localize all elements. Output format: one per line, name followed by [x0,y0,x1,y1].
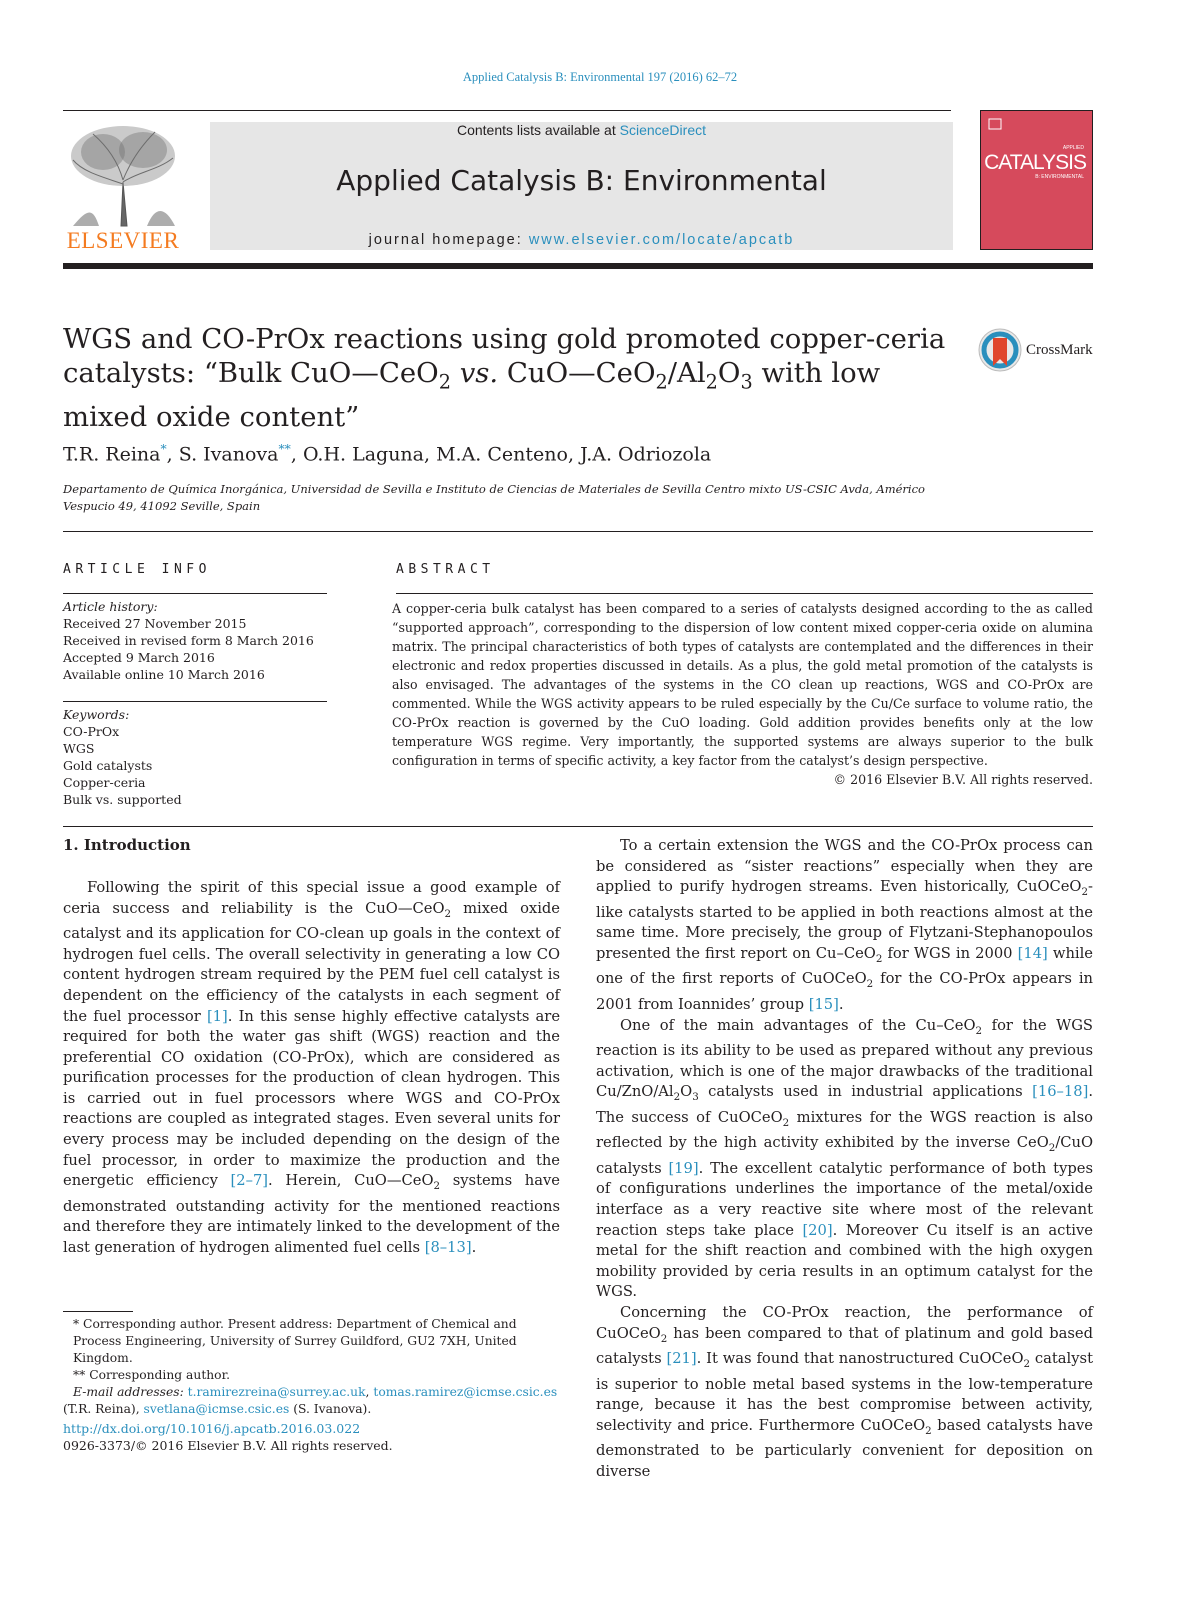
homepage-prefix: journal homepage: [368,232,529,248]
homepage-link[interactable]: www.elsevier.com/locate/apcatb [528,232,795,248]
body-column-left [63,878,560,1259]
section-rule [63,531,1093,532]
paragraph: One of the main advantages of the Cu–CeO$_2$ for the WGS reaction is its ability to be used as prepared without any previous activation, which is one of the major drawbacks of the traditional $Cu/ZnO/Al_2O_3$ catalysts used in industrial applications [16–18]. The success of CuOCeO$_2$ mixtures for the WGS reaction is also reflected by the high activity exhibited by the inverse CeO$_2$/CuO catalysts [19]. The excellent catalytic performance of both types of configurations underlines the importance of the metal/oxide interface as a very reactive site where most of the relevant reaction steps take place [20]. Moreover Cu itself is an active metal for the shift reaction and combined with the high oxygen mobility provided by ceria results in an optimum catalyst for the WGS. [596,1016,1093,1301]
keywords-label: Keywords: [63,707,130,722]
abstract-text: A copper-ceria bulk catalyst has been compared to a series of catalysts designed according to the as called “supported approach”, corresponding to the dispersion of low content mixed copper-ceria oxide on alumina matrix. The principal characteristics of both types of catalysts are contemplated and the differences in their electronic and redox properties discussed in details. As a plus, the gold metal promotion of the catalysts is also envisaged. The advantages of the systems in the CO clean up reactions, WGS and CO-PrOx are commented. While the WGS activity appears to be ruled especially by the Cu/Ce surface to volume ratio, the CO-PrOx reaction is governed by the CuO loading. Gold addition provides benefits only at the low temperature WGS regime. Very importantly, the supported systems are always superior to the bulk configuration in terms of specific activity, a key factor from the catalyst’s design perspective. [392,601,1093,768]
affiliation: Departamento de Química Inorgánica, Universidad de Sevilla e Instituto de Ciencias de Materiales de Sevilla Centro mixto US-CSIC Avda, Américo Vespucio 49, 41092 Seville, Spain [63,482,925,513]
email-link[interactable]: t.ramirezreina@surrey.ac.uk [187,1385,366,1399]
keyword-item: Gold catalysts [63,758,153,773]
cover-logo-icon [987,117,1007,133]
paragraph: Concerning the CO-PrOx reaction, the performance of CuOCeO$_2$ has been compared to that of platinum and gold based catalysts [21]. It was found that nanostructured CuOCeO$_2$ catalyst is superior to noble metal based systems in the low-temperature range, because it has the best compromise between activity, selectivity and price. Furthermore CuOCeO$_2$ based catalysts have demonstrated to be particularly convenient for deposition on diverse [596,1304,1093,1480]
article-history [63,598,327,683]
author-name[interactable]: J.A. Odriozola [580,443,712,466]
journal-banner [210,122,953,250]
doi-link[interactable]: http://dx.doi.org/10.1016/j.apcatb.2016.03.022 [63,1421,361,1436]
contents-prefix: Contents lists available at [456,122,620,138]
header-rule [63,110,951,111]
abstract-body [392,599,1093,789]
paragraph: Following the spirit of this special issue a good example of ceria success and reliability is the CuO—CeO$_2$ mixed oxide catalyst and its application for CO-clean up goals in the context of hydrogen fuel cells. The overall selectivity in generating a low CO content hydrogen stream required by the PEM fuel cell catalyst is dependent on the efficiency of the catalysts in each segment of the fuel processor [1]. In this sense highly effective catalysts are required for both the water gas shift (WGS) reaction and the preferential CO oxidation (CO-PrOx), which are considered as purification processes for the production of clean hydrogen. This is carried out in fuel processors where WGS and CO-PrOx reactions are coupled as integrated stages. Even several units for every process may be included depending on the design of the fuel processor, in order to maximize the production and the energetic efficiency [2–7]. Herein, CuO—CeO$_2$ systems have demonstrated outstanding activity for the mentioned reactions and therefore they are intimately linked to the development of the last generation of hydrogen alimented fuel cells [8–13]. [63,879,561,1256]
header-thick-rule [63,263,1093,269]
history-label: Article history: [63,599,158,614]
cover-env-text: B: ENVIRONMENTAL [1035,174,1084,180]
crossmark-label: CrossMark [1026,342,1093,358]
article-info-rule [63,593,327,594]
abstract-rule [396,593,1093,594]
history-item: Received in revised form 8 March 2016 [63,633,314,648]
body-rule [63,826,1093,827]
keywords [63,706,327,808]
citation-link[interactable]: [19] [668,1159,699,1177]
keyword-item: Bulk vs. supported [63,792,182,807]
body-column-right [596,836,1093,1483]
keywords-rule [63,701,327,702]
citation-link[interactable]: [2–7] [230,1172,269,1190]
journal-reference[interactable]: Applied Catalysis B: Environmental 197 (2016) 62–72 [462,70,738,84]
abstract-heading: ABSTRACT [396,562,495,577]
elsevier-logo [63,122,183,254]
author-list: T.R. Reina*, S. Ivanova**, O.H. Laguna, M.A. Centeno, J.A. Odriozola [63,442,712,466]
cover-applied-text: APPLIED [1062,145,1084,151]
citation-link[interactable]: [21] [666,1350,697,1368]
article-info-heading: ARTICLE INFO [63,562,211,577]
paragraph: To a certain extension the WGS and the CO-PrOx process can be considered as “sister reactions” especially when they are applied to purify hydrogen streams. Even historically, CuOCeO$_2$-like catalysts started to be applied in both reactions almost at the same time. More precisely, the group of Flytzani-Stephanopoulos presented the first report on Cu–CeO$_2$ for WGS in 2000 [14] while one of the first reports of CuOCeO$_2$ for the CO-PrOx appears in 2001 from Ioannides’ group [15]. [596,837,1094,1013]
citation-link[interactable]: [16–18] [1032,1083,1089,1101]
cover-catalysis-text: CATALYSIS [984,151,1086,174]
footnote-corresponding-1: * Corresponding author. Present address: Department of Chemical and Process Engineering, University of Surrey Guildford, GU2 7XH, United Kingdom. [73,1317,517,1365]
abstract-copyright: © 2016 Elsevier B.V. All rights reserved. [833,772,1093,787]
footnote-email-owners: (T.R. Reina), svetlana@icmse.csic.es (S. Ivanova). [63,1402,372,1416]
keyword-item: WGS [63,741,95,756]
journal-homepage [210,232,953,248]
elsevier-tree-icon [63,122,183,228]
introduction-heading: 1. Introduction [63,836,191,854]
email-link[interactable]: tomas.ramirez@icmse.csic.es [373,1385,558,1399]
doi-block [63,1420,393,1454]
history-item: Accepted 9 March 2016 [63,650,215,665]
footnotes [63,1316,560,1418]
citation-link[interactable]: [14] [1017,944,1048,962]
author-mark[interactable]: * [160,442,167,456]
crossmark-icon [978,328,1022,372]
issn-copyright: 0926-3373/© 2016 Elsevier B.V. All rights reserved. [63,1438,393,1453]
author-name[interactable]: M.A. Centeno [436,443,568,466]
journal-cover[interactable] [980,110,1093,250]
email-link[interactable]: svetlana@icmse.csic.es [143,1402,290,1416]
author-name[interactable]: T.R. Reina [63,443,161,466]
elsevier-wordmark: ELSEVIER [66,228,180,253]
citation-link[interactable]: [8–13] [424,1238,472,1256]
keyword-item: Copper-ceria [63,775,146,790]
history-item: Received 27 November 2015 [63,616,247,631]
citation-link[interactable]: [1] [206,1007,228,1025]
journal-title: Applied Catalysis B: Environmental [336,164,827,197]
crossmark-badge[interactable] [978,328,1096,374]
keyword-item: CO-PrOx [63,724,120,739]
citation-link[interactable]: [20] [802,1221,833,1239]
history-item: Available online 10 March 2016 [63,667,265,682]
article-title: WGS and CO-PrOx reactions using gold promoted copper-ceria catalysts: “Bulk CuO—CeO$_2$ vs. $CuO—CeO_2/Al_2O_3$ with low mixed oxide content” [63,323,946,433]
author-name[interactable]: O.H. Laguna [302,443,424,466]
footnote-rule [63,1311,133,1312]
contents-line [210,122,953,138]
author-name[interactable]: S. Ivanova [178,443,279,466]
sciencedirect-link[interactable]: ScienceDirect [619,122,706,138]
citation-link[interactable]: [15] [808,995,839,1013]
footnote-emails: E-mail addresses: t.ramirezreina@surrey.ac.uk, tomas.ramirez@icmse.csic.es [73,1385,558,1399]
footnote-corresponding-2: ** Corresponding author. [73,1368,231,1382]
author-mark[interactable]: ** [278,442,291,456]
